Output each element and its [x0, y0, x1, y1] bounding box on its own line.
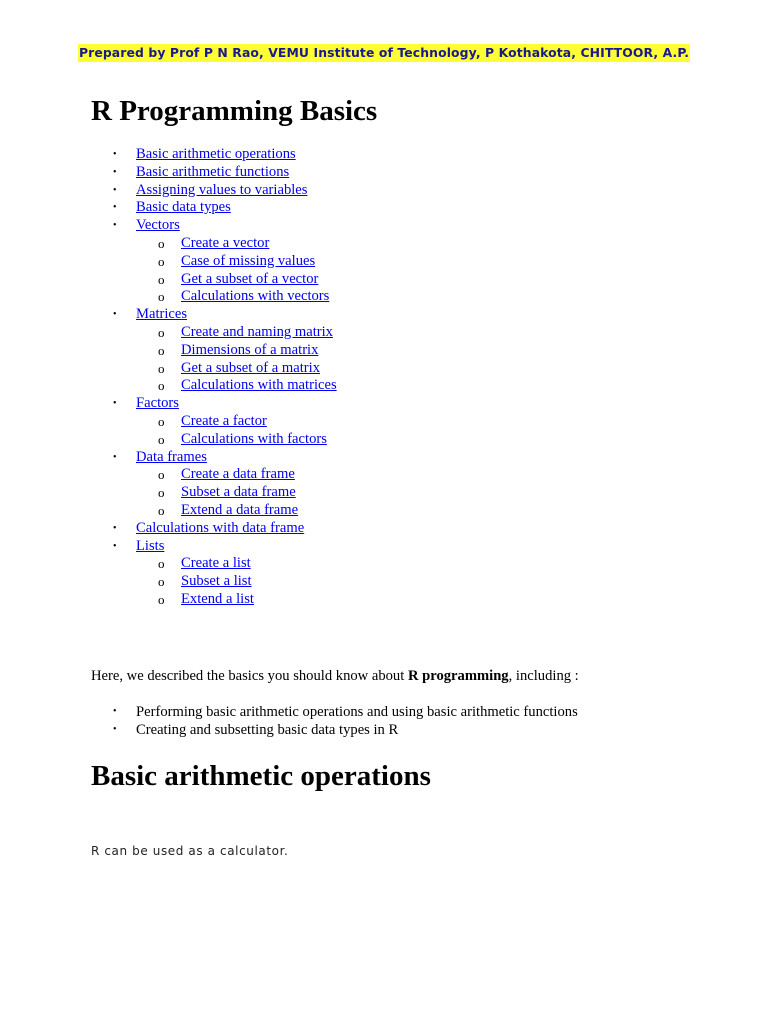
toc-link-get-a-subset-of-a-vector[interactable]: Get a subset of a vector: [181, 270, 319, 287]
circle-bullet-icon: o: [158, 289, 165, 305]
section-body-text: R can be used as a calculator.: [91, 844, 289, 858]
header-banner: [0, 44, 768, 62]
toc-link-case-of-missing-values[interactable]: Case of missing values: [181, 252, 316, 269]
toc-subitem-create-a-vector: [136, 235, 337, 253]
bullet-icon: •: [113, 149, 117, 160]
toc-item-basic-arithmetic-functions: [91, 164, 337, 182]
bullet-icon: •: [113, 451, 117, 463]
toc-link-assigning-values-to-variables[interactable]: Assigning values to variables: [136, 181, 308, 198]
summary-item-text: Performing basic arithmetic operations and using basic arithmetic functions: [136, 704, 578, 720]
toc-link-calculations-with-matrices[interactable]: Calculations with matrices: [181, 377, 337, 394]
circle-bullet-icon: o: [158, 574, 165, 590]
toc-item-basic-data-types: [91, 199, 337, 217]
toc-subitem-extend-a-list: [136, 591, 337, 609]
toc-subitem-create-a-factor: [136, 413, 337, 431]
toc-sublist: [136, 466, 337, 519]
toc-subitem-subset-a-data-frame: [136, 484, 337, 502]
toc-link-dimensions-of-a-matrix[interactable]: Dimensions of a matrix: [181, 341, 319, 358]
toc-link-factors[interactable]: Factors: [136, 395, 179, 412]
circle-bullet-icon: o: [158, 360, 165, 376]
toc-sublist: [136, 555, 337, 608]
circle-bullet-icon: o: [158, 235, 165, 251]
page-title: R Programming Basics: [91, 95, 378, 127]
toc-link-basic-data-types[interactable]: Basic data types: [136, 199, 231, 216]
toc-item-assigning-values-to-variables: [91, 182, 337, 200]
circle-bullet-icon: o: [158, 271, 165, 287]
circle-bullet-icon: o: [158, 413, 165, 429]
section-heading: Basic arithmetic operations: [91, 760, 431, 792]
toc-link-subset-a-list[interactable]: Subset a list: [181, 573, 252, 590]
circle-bullet-icon: o: [158, 253, 165, 269]
toc-link-create-a-data-frame[interactable]: Create a data frame: [181, 466, 295, 483]
toc-link-create-a-vector[interactable]: Create a vector: [181, 234, 270, 251]
toc-item-matrices: [91, 306, 337, 395]
circle-bullet-icon: o: [158, 556, 165, 572]
toc-item-data-frames: [91, 449, 337, 520]
toc-subitem-dimensions-of-a-matrix: [136, 342, 337, 360]
toc-link-data-frames[interactable]: Data frames: [136, 448, 207, 465]
toc-link-vectors[interactable]: Vectors: [136, 217, 180, 234]
toc-link-matrices[interactable]: Matrices: [136, 306, 188, 323]
toc-link-calculations-with-vectors[interactable]: Calculations with vectors: [181, 288, 330, 305]
circle-bullet-icon: o: [158, 431, 165, 447]
toc-link-extend-a-list[interactable]: Extend a list: [181, 590, 254, 607]
circle-bullet-icon: o: [158, 502, 165, 518]
toc-subitem-calculations-with-matrices: [136, 377, 337, 395]
toc-subitem-extend-a-data-frame: [136, 502, 337, 520]
table-of-contents: [91, 146, 337, 609]
header-banner-text: Prepared by Prof P N Rao, VEMU Institute of Technology, P Kothakota, CHITTOOR, A.P.: [78, 45, 690, 60]
circle-bullet-icon: o: [158, 485, 165, 501]
circle-bullet-icon: o: [158, 342, 165, 358]
bullet-icon: •: [113, 398, 117, 410]
toc-item-vectors: [91, 217, 337, 306]
toc-link-create-a-list[interactable]: Create a list: [181, 555, 251, 572]
intro-text-after: , including :: [508, 668, 579, 684]
summary-item-text: Creating and subsetting basic data types in R: [136, 722, 399, 738]
bullet-icon: •: [113, 184, 117, 196]
list-item: [91, 703, 578, 721]
intro-text-before: Here, we described the basics you should know about: [91, 668, 408, 684]
toc-link-extend-a-data-frame[interactable]: Extend a data frame: [181, 501, 299, 518]
toc-subitem-create-and-naming-matrix: [136, 324, 337, 342]
circle-bullet-icon: o: [158, 378, 165, 394]
toc-subitem-case-of-missing-values: [136, 253, 337, 271]
toc-item-basic-arithmetic-operations: [91, 146, 337, 164]
toc-subitem-create-a-list: [136, 555, 337, 573]
bullet-icon: •: [113, 202, 117, 214]
toc-sublist: [136, 235, 337, 306]
toc-link-lists[interactable]: Lists: [136, 537, 165, 554]
toc-link-create-a-factor[interactable]: Create a factor: [181, 412, 267, 429]
bullet-icon: •: [113, 166, 117, 178]
toc-subitem-get-a-subset-of-a-vector: [136, 271, 337, 289]
circle-bullet-icon: o: [158, 591, 165, 607]
list-item: [91, 721, 578, 739]
toc-subitem-subset-a-list: [136, 573, 337, 591]
intro-bold-term: R programming: [407, 668, 509, 684]
toc-sublist: [136, 413, 337, 449]
toc-subitem-create-a-data-frame: [136, 466, 337, 484]
toc-item-calculations-with-data-frame: [91, 520, 337, 538]
toc-link-subset-a-data-frame[interactable]: Subset a data frame: [181, 484, 296, 501]
toc-subitem-calculations-with-vectors: [136, 288, 337, 306]
toc-sublist: [136, 324, 337, 395]
toc-subitem-calculations-with-factors: [136, 431, 337, 449]
toc-subitem-get-a-subset-of-a-matrix: [136, 360, 337, 378]
bullet-icon: •: [113, 724, 117, 735]
bullet-icon: •: [113, 522, 117, 534]
circle-bullet-icon: o: [158, 467, 165, 483]
circle-bullet-icon: o: [158, 324, 165, 340]
summary-list: [91, 703, 578, 739]
bullet-icon: •: [113, 540, 117, 552]
toc-item-lists: [91, 538, 337, 609]
toc-link-basic-arithmetic-operations[interactable]: Basic arithmetic operations: [136, 146, 296, 162]
toc-link-get-a-subset-of-a-matrix[interactable]: Get a subset of a matrix: [181, 359, 321, 376]
toc-item-factors: [91, 395, 337, 448]
intro-paragraph: [91, 667, 579, 685]
toc-link-basic-arithmetic-functions[interactable]: Basic arithmetic functions: [136, 163, 290, 180]
bullet-icon: •: [113, 220, 117, 232]
bullet-icon: •: [113, 309, 117, 321]
bullet-icon: •: [113, 706, 117, 717]
toc-link-calculations-with-factors[interactable]: Calculations with factors: [181, 430, 327, 447]
toc-link-create-and-naming-matrix[interactable]: Create and naming matrix: [181, 323, 333, 340]
toc-link-calculations-with-data-frame[interactable]: Calculations with data frame: [136, 519, 305, 536]
